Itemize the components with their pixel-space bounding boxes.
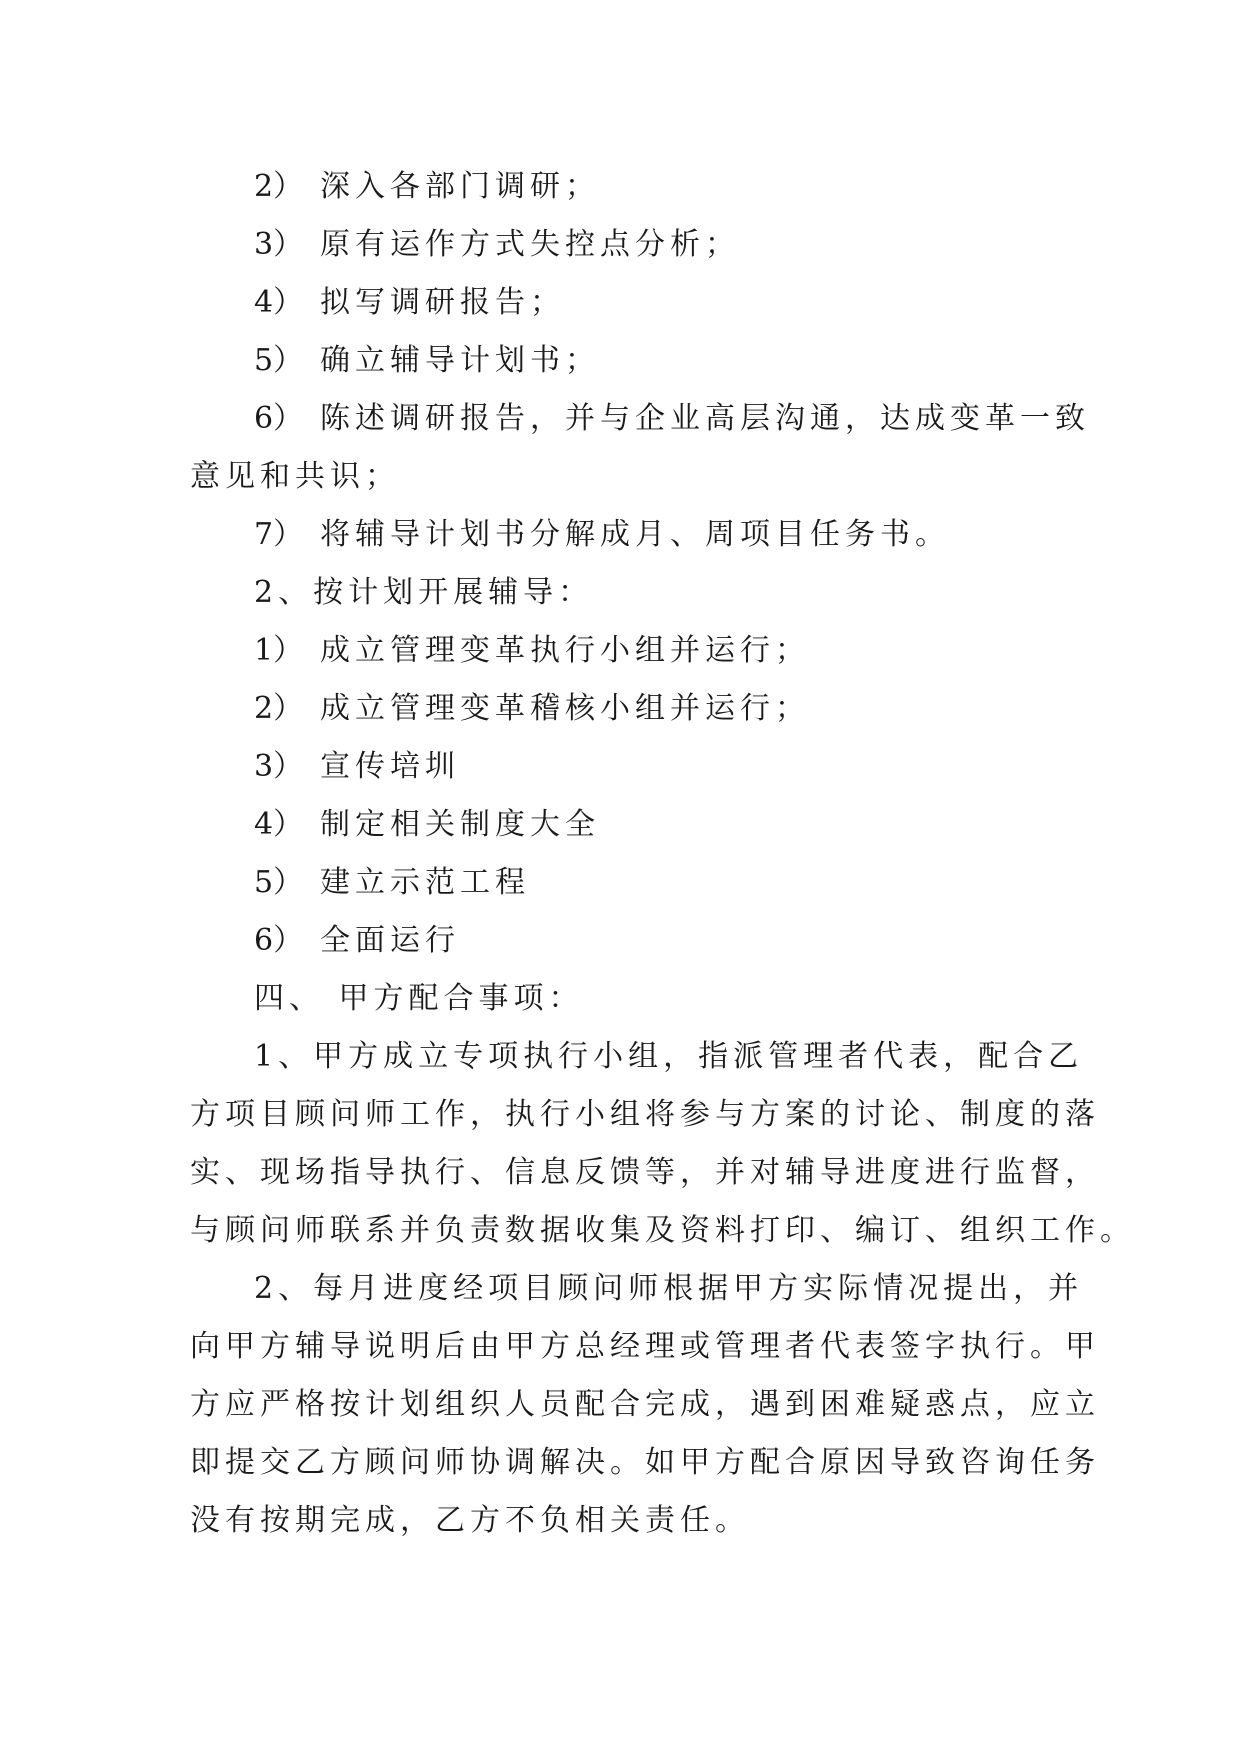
paragraph-line: 没有按期完成，乙方不负相关责任。 <box>190 1503 750 1538</box>
list-text: 成立管理变革稽核小组并运行； <box>320 691 810 726</box>
list-text: 原有运作方式失控点分析； <box>320 227 740 262</box>
list-item <box>190 332 1070 390</box>
list-number: 6） <box>254 923 304 958</box>
paragraph-line: 2、每月进度经项目顾问师根据甲方实际情况提出，并 <box>254 1271 1084 1306</box>
paragraph-line: 方项目顾问师工作，执行小组将参与方案的讨论、制度的落 <box>190 1097 1100 1132</box>
paragraph-line: 1、甲方成立专项执行小组，指派管理者代表，配合乙 <box>254 1039 1084 1074</box>
list-number: 3） <box>254 749 304 784</box>
list-text: 陈述调研报告，并与企业高层沟通，达成变革一致 <box>320 401 1090 436</box>
paragraph <box>190 1028 1135 1260</box>
list-item <box>190 216 1070 274</box>
list-item <box>190 854 1070 912</box>
list-number: 1） <box>254 633 304 668</box>
list-item <box>190 680 1070 738</box>
list-text: 建立示范工程 <box>320 865 530 900</box>
list-number: 6） <box>254 401 304 436</box>
list-number: 7） <box>254 517 304 552</box>
list-number: 5） <box>254 865 304 900</box>
list-number: 3） <box>254 227 304 262</box>
section-heading: 四、 甲方配合事项： <box>254 981 584 1016</box>
paragraph-line: 向甲方辅导说明后由甲方总经理或管理者代表签字执行。甲 <box>190 1329 1100 1364</box>
list-number: 2） <box>254 691 304 726</box>
list-item <box>190 738 1070 796</box>
list-number: 4） <box>254 807 304 842</box>
list-number: 2） <box>254 169 304 204</box>
list-number: 5） <box>254 343 304 378</box>
list-item <box>190 390 1090 448</box>
subheading: 2、按计划开展辅导： <box>254 575 594 610</box>
list-text: 全面运行 <box>320 923 460 958</box>
list-item <box>190 274 1070 332</box>
list-text: 确立辅导计划书； <box>320 343 600 378</box>
list-text: 将辅导计划书分解成月、周项目任务书。 <box>320 517 950 552</box>
list-item-continuation: 意见和共识； <box>190 459 400 494</box>
list-text: 制定相关制度大全 <box>320 807 600 842</box>
list-number: 4） <box>254 285 304 320</box>
list-item <box>190 912 1070 970</box>
list-text: 成立管理变革执行小组并运行； <box>320 633 810 668</box>
list-item <box>190 506 1070 564</box>
list-item <box>190 158 1070 216</box>
paragraph-line: 方应严格按计划组织人员配合完成，遇到困难疑惑点，应立 <box>190 1387 1100 1422</box>
paragraph-line: 即提交乙方顾问师协调解决。如甲方配合原因导致咨询任务 <box>190 1445 1100 1480</box>
list-text: 宣传培圳 <box>320 749 460 784</box>
paragraph <box>190 1260 1100 1550</box>
list-item <box>190 796 1070 854</box>
list-text: 拟写调研报告； <box>320 285 565 320</box>
document-body <box>190 158 1135 1550</box>
paragraph-line: 实、现场指导执行、信息反馈等，并对辅导进度进行监督， <box>190 1155 1100 1190</box>
paragraph-line: 与顾问师联系并负责数据收集及资料打印、编订、组织工作。 <box>190 1213 1135 1248</box>
list-item <box>190 622 1070 680</box>
list-text: 深入各部门调研； <box>320 169 600 204</box>
